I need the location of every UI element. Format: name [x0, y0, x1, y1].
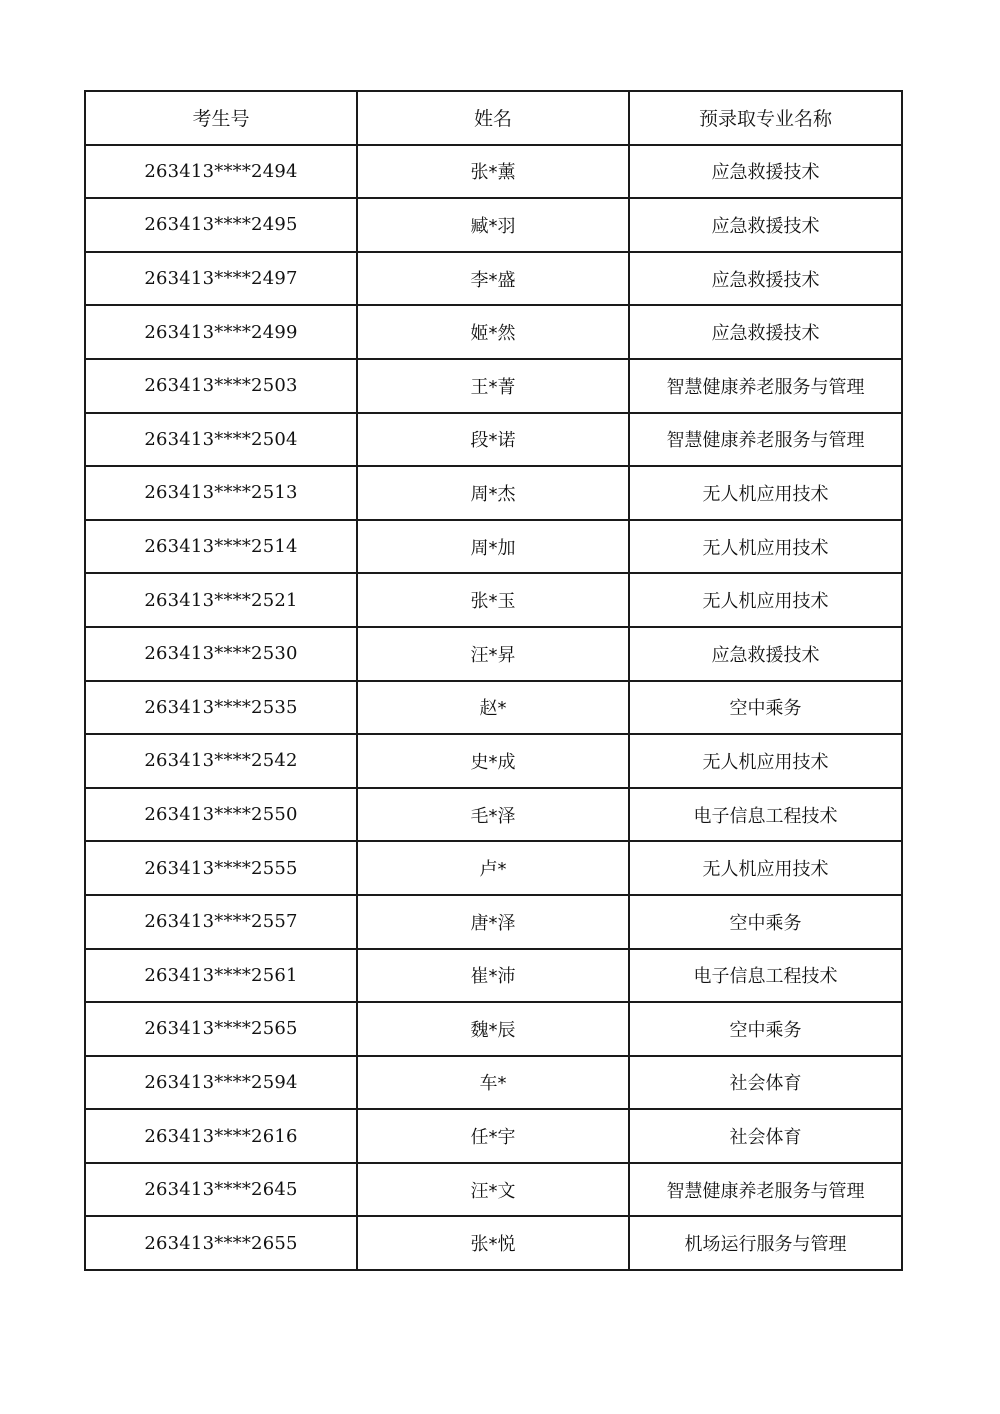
- table-row: [85, 788, 902, 842]
- major-cell: 无人机应用技术: [629, 573, 902, 627]
- student-name-cell: 毛*泽: [357, 788, 629, 842]
- student-name-cell: 周*杰: [357, 466, 629, 520]
- table-row: [85, 949, 902, 1003]
- table-body: [85, 145, 902, 1270]
- major-cell: 无人机应用技术: [629, 520, 902, 574]
- exam-id-cell: 263413****2497: [85, 252, 357, 306]
- major-cell: 无人机应用技术: [629, 841, 902, 895]
- student-name-cell: 魏*辰: [357, 1002, 629, 1056]
- student-name-cell: 任*宇: [357, 1109, 629, 1163]
- student-name-cell: 臧*羽: [357, 198, 629, 252]
- table-row: [85, 573, 902, 627]
- header-row: [85, 91, 902, 145]
- exam-id-cell: 263413****2514: [85, 520, 357, 574]
- exam-id-cell: 263413****2594: [85, 1056, 357, 1110]
- exam-id-cell: 263413****2513: [85, 466, 357, 520]
- major-cell: 无人机应用技术: [629, 466, 902, 520]
- student-name-cell: 崔*沛: [357, 949, 629, 1003]
- exam-id-cell: 263413****2504: [85, 413, 357, 467]
- table-row: [85, 413, 902, 467]
- exam-id-cell: 263413****2550: [85, 788, 357, 842]
- major-cell: 应急救援技术: [629, 252, 902, 306]
- major-cell: 社会体育: [629, 1056, 902, 1110]
- table-row: [85, 895, 902, 949]
- student-name-cell: 张*薰: [357, 145, 629, 199]
- exam-id-cell: 263413****2565: [85, 1002, 357, 1056]
- exam-id-cell: 263413****2535: [85, 681, 357, 735]
- admission-table: [84, 90, 903, 1271]
- table-row: [85, 359, 902, 413]
- exam-id-cell: 263413****2494: [85, 145, 357, 199]
- major-cell: 智慧健康养老服务与管理: [629, 413, 902, 467]
- student-name-cell: 史*成: [357, 734, 629, 788]
- major-cell: 空中乘务: [629, 895, 902, 949]
- table-header: [85, 91, 902, 145]
- major-cell: 社会体育: [629, 1109, 902, 1163]
- header-exam-id: 考生号: [85, 91, 357, 145]
- student-name-cell: 汪*昇: [357, 627, 629, 681]
- exam-id-cell: 263413****2521: [85, 573, 357, 627]
- table-row: [85, 252, 902, 306]
- table-row: [85, 1056, 902, 1110]
- table-row: [85, 734, 902, 788]
- table-row: [85, 1216, 902, 1270]
- major-cell: 应急救援技术: [629, 198, 902, 252]
- header-major: 预录取专业名称: [629, 91, 902, 145]
- student-name-cell: 周*加: [357, 520, 629, 574]
- table-row: [85, 1163, 902, 1217]
- table-row: [85, 681, 902, 735]
- exam-id-cell: 263413****2561: [85, 949, 357, 1003]
- table-row: [85, 1002, 902, 1056]
- student-name-cell: 张*悦: [357, 1216, 629, 1270]
- major-cell: 电子信息工程技术: [629, 788, 902, 842]
- major-cell: 空中乘务: [629, 681, 902, 735]
- table-row: [85, 1109, 902, 1163]
- exam-id-cell: 263413****2557: [85, 895, 357, 949]
- exam-id-cell: 263413****2499: [85, 305, 357, 359]
- exam-id-cell: 263413****2645: [85, 1163, 357, 1217]
- student-name-cell: 车*: [357, 1056, 629, 1110]
- table-row: [85, 145, 902, 199]
- major-cell: 空中乘务: [629, 1002, 902, 1056]
- major-cell: 应急救援技术: [629, 627, 902, 681]
- major-cell: 应急救援技术: [629, 305, 902, 359]
- student-name-cell: 唐*泽: [357, 895, 629, 949]
- exam-id-cell: 263413****2495: [85, 198, 357, 252]
- student-name-cell: 段*诺: [357, 413, 629, 467]
- student-name-cell: 赵*: [357, 681, 629, 735]
- exam-id-cell: 263413****2616: [85, 1109, 357, 1163]
- exam-id-cell: 263413****2542: [85, 734, 357, 788]
- student-name-cell: 王*菁: [357, 359, 629, 413]
- major-cell: 应急救援技术: [629, 145, 902, 199]
- major-cell: 无人机应用技术: [629, 734, 902, 788]
- student-name-cell: 李*盛: [357, 252, 629, 306]
- admission-list-page: [84, 90, 901, 1271]
- exam-id-cell: 263413****2503: [85, 359, 357, 413]
- major-cell: 智慧健康养老服务与管理: [629, 1163, 902, 1217]
- table-row: [85, 841, 902, 895]
- student-name-cell: 姬*然: [357, 305, 629, 359]
- student-name-cell: 汪*文: [357, 1163, 629, 1217]
- header-name: 姓名: [357, 91, 629, 145]
- student-name-cell: 张*玉: [357, 573, 629, 627]
- table-row: [85, 198, 902, 252]
- exam-id-cell: 263413****2530: [85, 627, 357, 681]
- table-row: [85, 520, 902, 574]
- student-name-cell: 卢*: [357, 841, 629, 895]
- table-row: [85, 466, 902, 520]
- major-cell: 机场运行服务与管理: [629, 1216, 902, 1270]
- major-cell: 智慧健康养老服务与管理: [629, 359, 902, 413]
- major-cell: 电子信息工程技术: [629, 949, 902, 1003]
- exam-id-cell: 263413****2555: [85, 841, 357, 895]
- table-row: [85, 305, 902, 359]
- table-row: [85, 627, 902, 681]
- exam-id-cell: 263413****2655: [85, 1216, 357, 1270]
